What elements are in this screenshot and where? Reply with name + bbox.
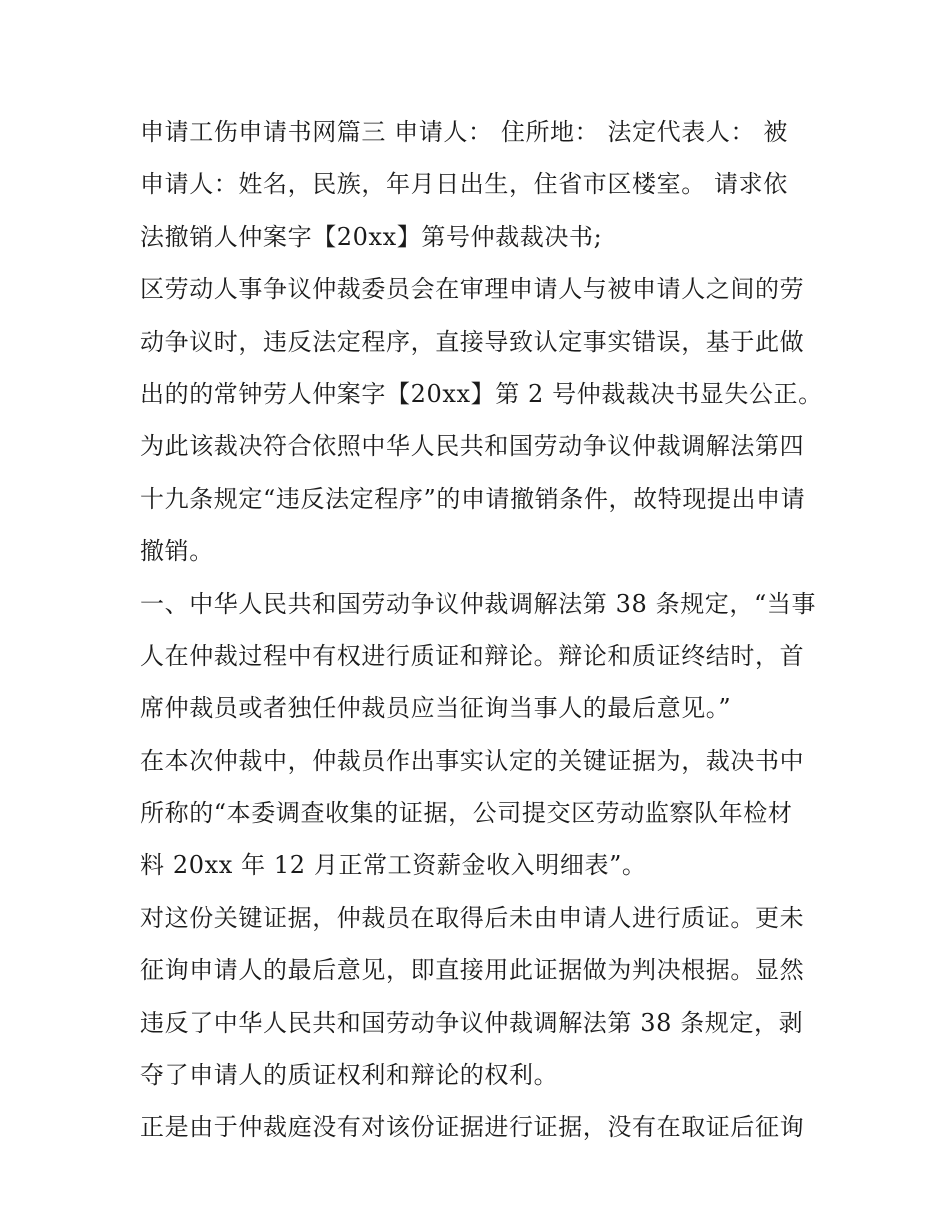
- text-line: 夺了申请人的质证权利和辩论的权利。: [140, 1061, 559, 1090]
- text-line: 申请人：姓名，民族，年月日出生，住省市区楼室。 请求依: [140, 170, 788, 199]
- text-line: 在本次仲裁中，仲裁员作出事实认定的关键证据为，裁决书中: [140, 746, 805, 775]
- text-line: 动争议时，违反法定程序，直接导致认定事实错误，基于此做: [140, 327, 805, 356]
- text-line: 席仲裁员或者独任仲裁员应当征询当事人的最后意见。”: [140, 694, 732, 723]
- text-line: 申请工伤申请书网篇三 申请人： 住所地： 法定代表人： 被: [140, 118, 788, 146]
- text-line: 人在仲裁过程中有权进行质证和辩论。辩论和质证终结时，首: [140, 641, 805, 670]
- text-line: 一、中华人民共和国劳动争议仲裁调解法第 38 条规定，“当事: [140, 589, 817, 618]
- text-line: 违反了中华人民共和国劳动争议仲裁调解法第 38 条规定，剥: [140, 1008, 804, 1037]
- text-line: 十九条规定“违反法定程序”的申请撤销条件，故特现提出申请: [140, 484, 806, 513]
- text-line: 所称的“本委调查收集的证据，公司提交区劳动监察队年检材: [140, 799, 793, 828]
- text-line: 法撤销人仲案字【20xx】第号仲裁裁决书;: [140, 222, 603, 251]
- text-line: 征询申请人的最后意见，即直接用此证据做为判决根据。显然: [140, 956, 805, 985]
- text-line: 区劳动人事争议仲裁委员会在审理申请人与被申请人之间的劳: [140, 275, 805, 304]
- text-line: 正是由于仲裁庭没有对该份证据进行证据，没有在取证后征询: [140, 1113, 805, 1142]
- document-body: [140, 108, 823, 1156]
- text-line: 对这份关键证据，仲裁员在取得后未由申请人进行质证。更未: [140, 903, 805, 932]
- text-line: 撤销。: [140, 537, 214, 566]
- text-line: 为此该裁决符合依照中华人民共和国劳动争议仲裁调解法第四: [140, 432, 805, 461]
- text-line: 出的的常钟劳人仲案字【20xx】第 2 号仲裁裁决书显失公正。: [140, 379, 823, 408]
- text-line: 料 20xx 年 12 月正常工资薪金收入明细表”。: [140, 851, 647, 880]
